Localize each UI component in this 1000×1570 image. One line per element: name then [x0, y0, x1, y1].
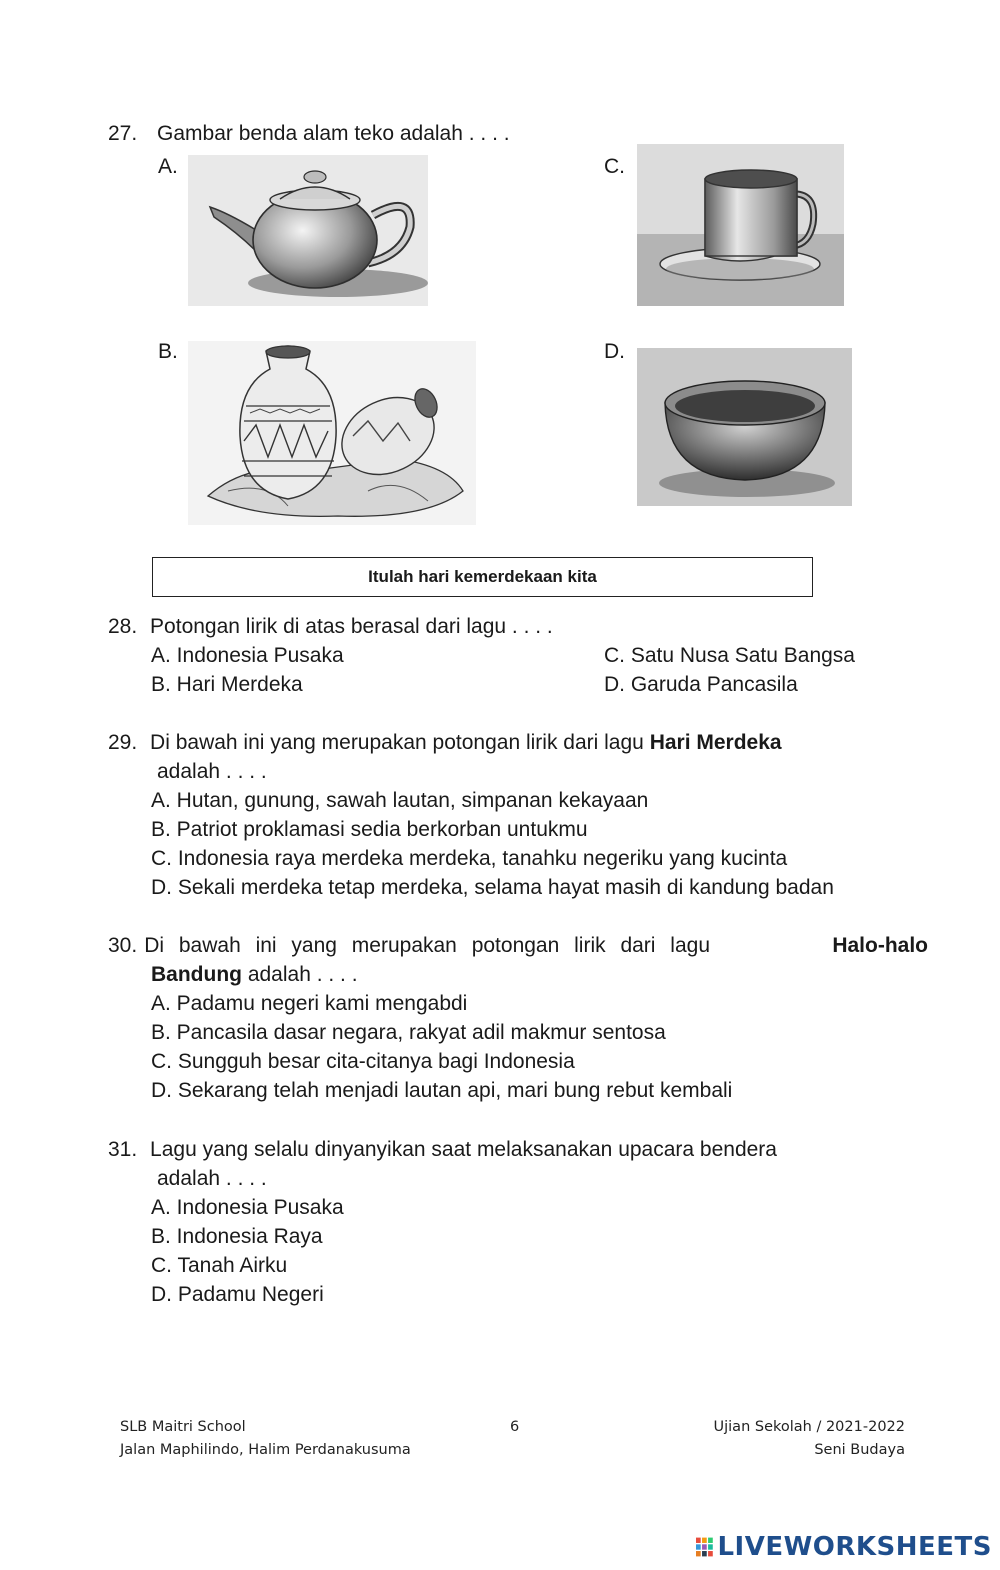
option-d[interactable]: D. Sekarang telah menjadi lautan api, mari bung rebut kembali [151, 1079, 733, 1102]
footer-school: SLB Maitri School [120, 1419, 246, 1435]
teapot-drawing[interactable] [188, 155, 428, 306]
liveworksheets-icon [696, 1533, 713, 1561]
vases-drawing[interactable] [188, 341, 476, 525]
question-30-cont [151, 960, 358, 989]
question-31 [108, 1135, 777, 1164]
question-27 [108, 119, 510, 148]
option-c-label[interactable]: C. [604, 155, 625, 178]
option-a[interactable]: A. Padamu negeri kami mengabdi [151, 992, 468, 1015]
footer-subject: Seni Budaya [814, 1442, 905, 1458]
question-31-cont: adalah . . . . [157, 1167, 267, 1190]
bowl-drawing[interactable] [637, 348, 852, 506]
question-text: Potongan lirik di atas berasal dari lagu . . . . [150, 615, 553, 638]
brand-name: LIVEWORKSHEETS [717, 1532, 992, 1562]
option-a[interactable]: A. Indonesia Pusaka [151, 644, 344, 667]
option-d-label[interactable]: D. [604, 340, 625, 363]
liveworksheets-logo[interactable] [696, 1530, 992, 1564]
option-d[interactable]: D. Padamu Negeri [151, 1283, 324, 1306]
question-29 [108, 728, 782, 757]
option-b-label[interactable]: B. [158, 340, 178, 363]
option-a-label[interactable]: A. [158, 155, 178, 178]
option-c[interactable]: C. Indonesia raya merdeka merdeka, tanahku negeriku yang kucinta [151, 847, 788, 870]
option-b[interactable]: B. Hari Merdeka [151, 673, 303, 696]
question-number: 27. [108, 122, 138, 145]
question-text: Lagu yang selalu dinyanyikan saat melaksanakan upacara bendera [150, 1138, 777, 1161]
question-text: Di bawah ini yang merupakan potongan lirik dari lagu [150, 731, 650, 754]
question-28 [108, 612, 553, 641]
option-b[interactable]: B. Patriot proklamasi sedia berkorban untukmu [151, 818, 588, 841]
option-c[interactable]: C. Satu Nusa Satu Bangsa [604, 644, 855, 667]
question-text-cont: adalah . . . . [241, 963, 358, 986]
song-title: Halo-halo [832, 934, 928, 957]
song-title-cont: Bandung [151, 963, 242, 986]
option-b[interactable]: B. Indonesia Raya [151, 1225, 323, 1248]
option-d[interactable]: D. Garuda Pancasila [604, 673, 798, 696]
option-c[interactable]: C. Tanah Airku [151, 1254, 288, 1277]
option-a[interactable]: A. Hutan, gunung, sawah lautan, simpanan kekayaan [151, 789, 649, 812]
question-number: 30. [108, 934, 138, 957]
question-29-cont: adalah . . . . [157, 760, 267, 783]
option-a[interactable]: A. Indonesia Pusaka [151, 1196, 344, 1219]
cup-drawing[interactable] [637, 144, 844, 306]
question-30 [108, 931, 928, 960]
option-b[interactable]: B. Pancasila dasar negara, rakyat adil makmur sentosa [151, 1021, 666, 1044]
question-text: Gambar benda alam teko adalah . . . . [157, 122, 510, 145]
question-number: 31. [108, 1138, 138, 1161]
option-c[interactable]: C. Sungguh besar cita-citanya bagi Indonesia [151, 1050, 575, 1073]
question-text: Di bawah ini yang merupakan potongan lirik dari lagu [144, 934, 711, 957]
question-number: 29. [108, 731, 138, 754]
footer-address: Jalan Maphilindo, Halim Perdanakusuma [120, 1442, 411, 1458]
footer-exam: Ujian Sekolah / 2021-2022 [713, 1419, 905, 1435]
page-number: 6 [510, 1419, 520, 1435]
question-number: 28. [108, 615, 138, 638]
song-title: Hari Merdeka [649, 731, 782, 754]
lyric-box: Itulah hari kemerdekaan kita [152, 557, 813, 597]
option-d[interactable]: D. Sekali merdeka tetap merdeka, selama hayat masih di kandung badan [151, 876, 834, 899]
